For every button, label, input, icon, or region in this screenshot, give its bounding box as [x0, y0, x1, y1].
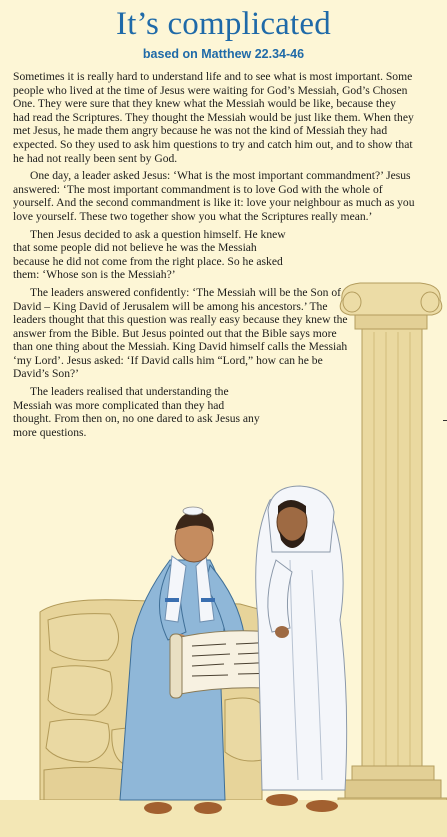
page-subtitle: based on Matthew 22.34-46: [142, 47, 305, 61]
story-paragraph-1: Sometimes it is really hard to understand life and to see what is most important. Some people who lived at the time of Jesus were waiting for God’s Messiah, God’s Chosen One. They were sure that they knew what the Messiah would be like, because they had read the Scriptures. They thought the Messiah would be just like them. When they met Jesus, he made them angry because he was not the kind of Messiah they had expected. So they used to ask him questions to try and catch him out, and to show that he had not really been sent by God.: [13, 70, 414, 165]
story-paragraph-3: Then Jesus decided to ask a question himself. He knew that some people did not believe he was the Messiah because he did not come from the right place. So he asked them: ‘Whose son is the Messiah?’: [13, 227, 286, 282]
story-paragraph-5: The leaders realised that understanding the Messiah was more complicated than they had thought. From then on, no one dared to ask Jesus any more questions.: [13, 385, 260, 439]
jesus-figure: [256, 486, 347, 812]
story-paragraph-4: The leaders answered confidently: ‘The Messiah will be the Son of David – King David of Jerusalem will be among his ancestors.’ The leaders thought that this question was really easy because they knew the answer from the Bible. But Jesus pointed out that the Bible says more than one thing about the Messiah. King David himself calls the Messiah ‘my Lord’. Jesus asked: ‘If David calls him “Lord,” how can he be David’s Son?’: [13, 285, 348, 381]
story-paragraph-2: One day, a leader asked Jesus: ‘What is the most important commandment?’ Jesus answered: ‘The most important commandment is to love God with the whole of yourself. And the second commandment is like it: love your neighbour as much as you love yourself. These two together show you what the Scriptures really mean.’: [13, 169, 415, 223]
page-edge-mark: [443, 420, 447, 421]
story-text: [13, 70, 415, 439]
page-title: It’s complicated: [116, 6, 331, 42]
